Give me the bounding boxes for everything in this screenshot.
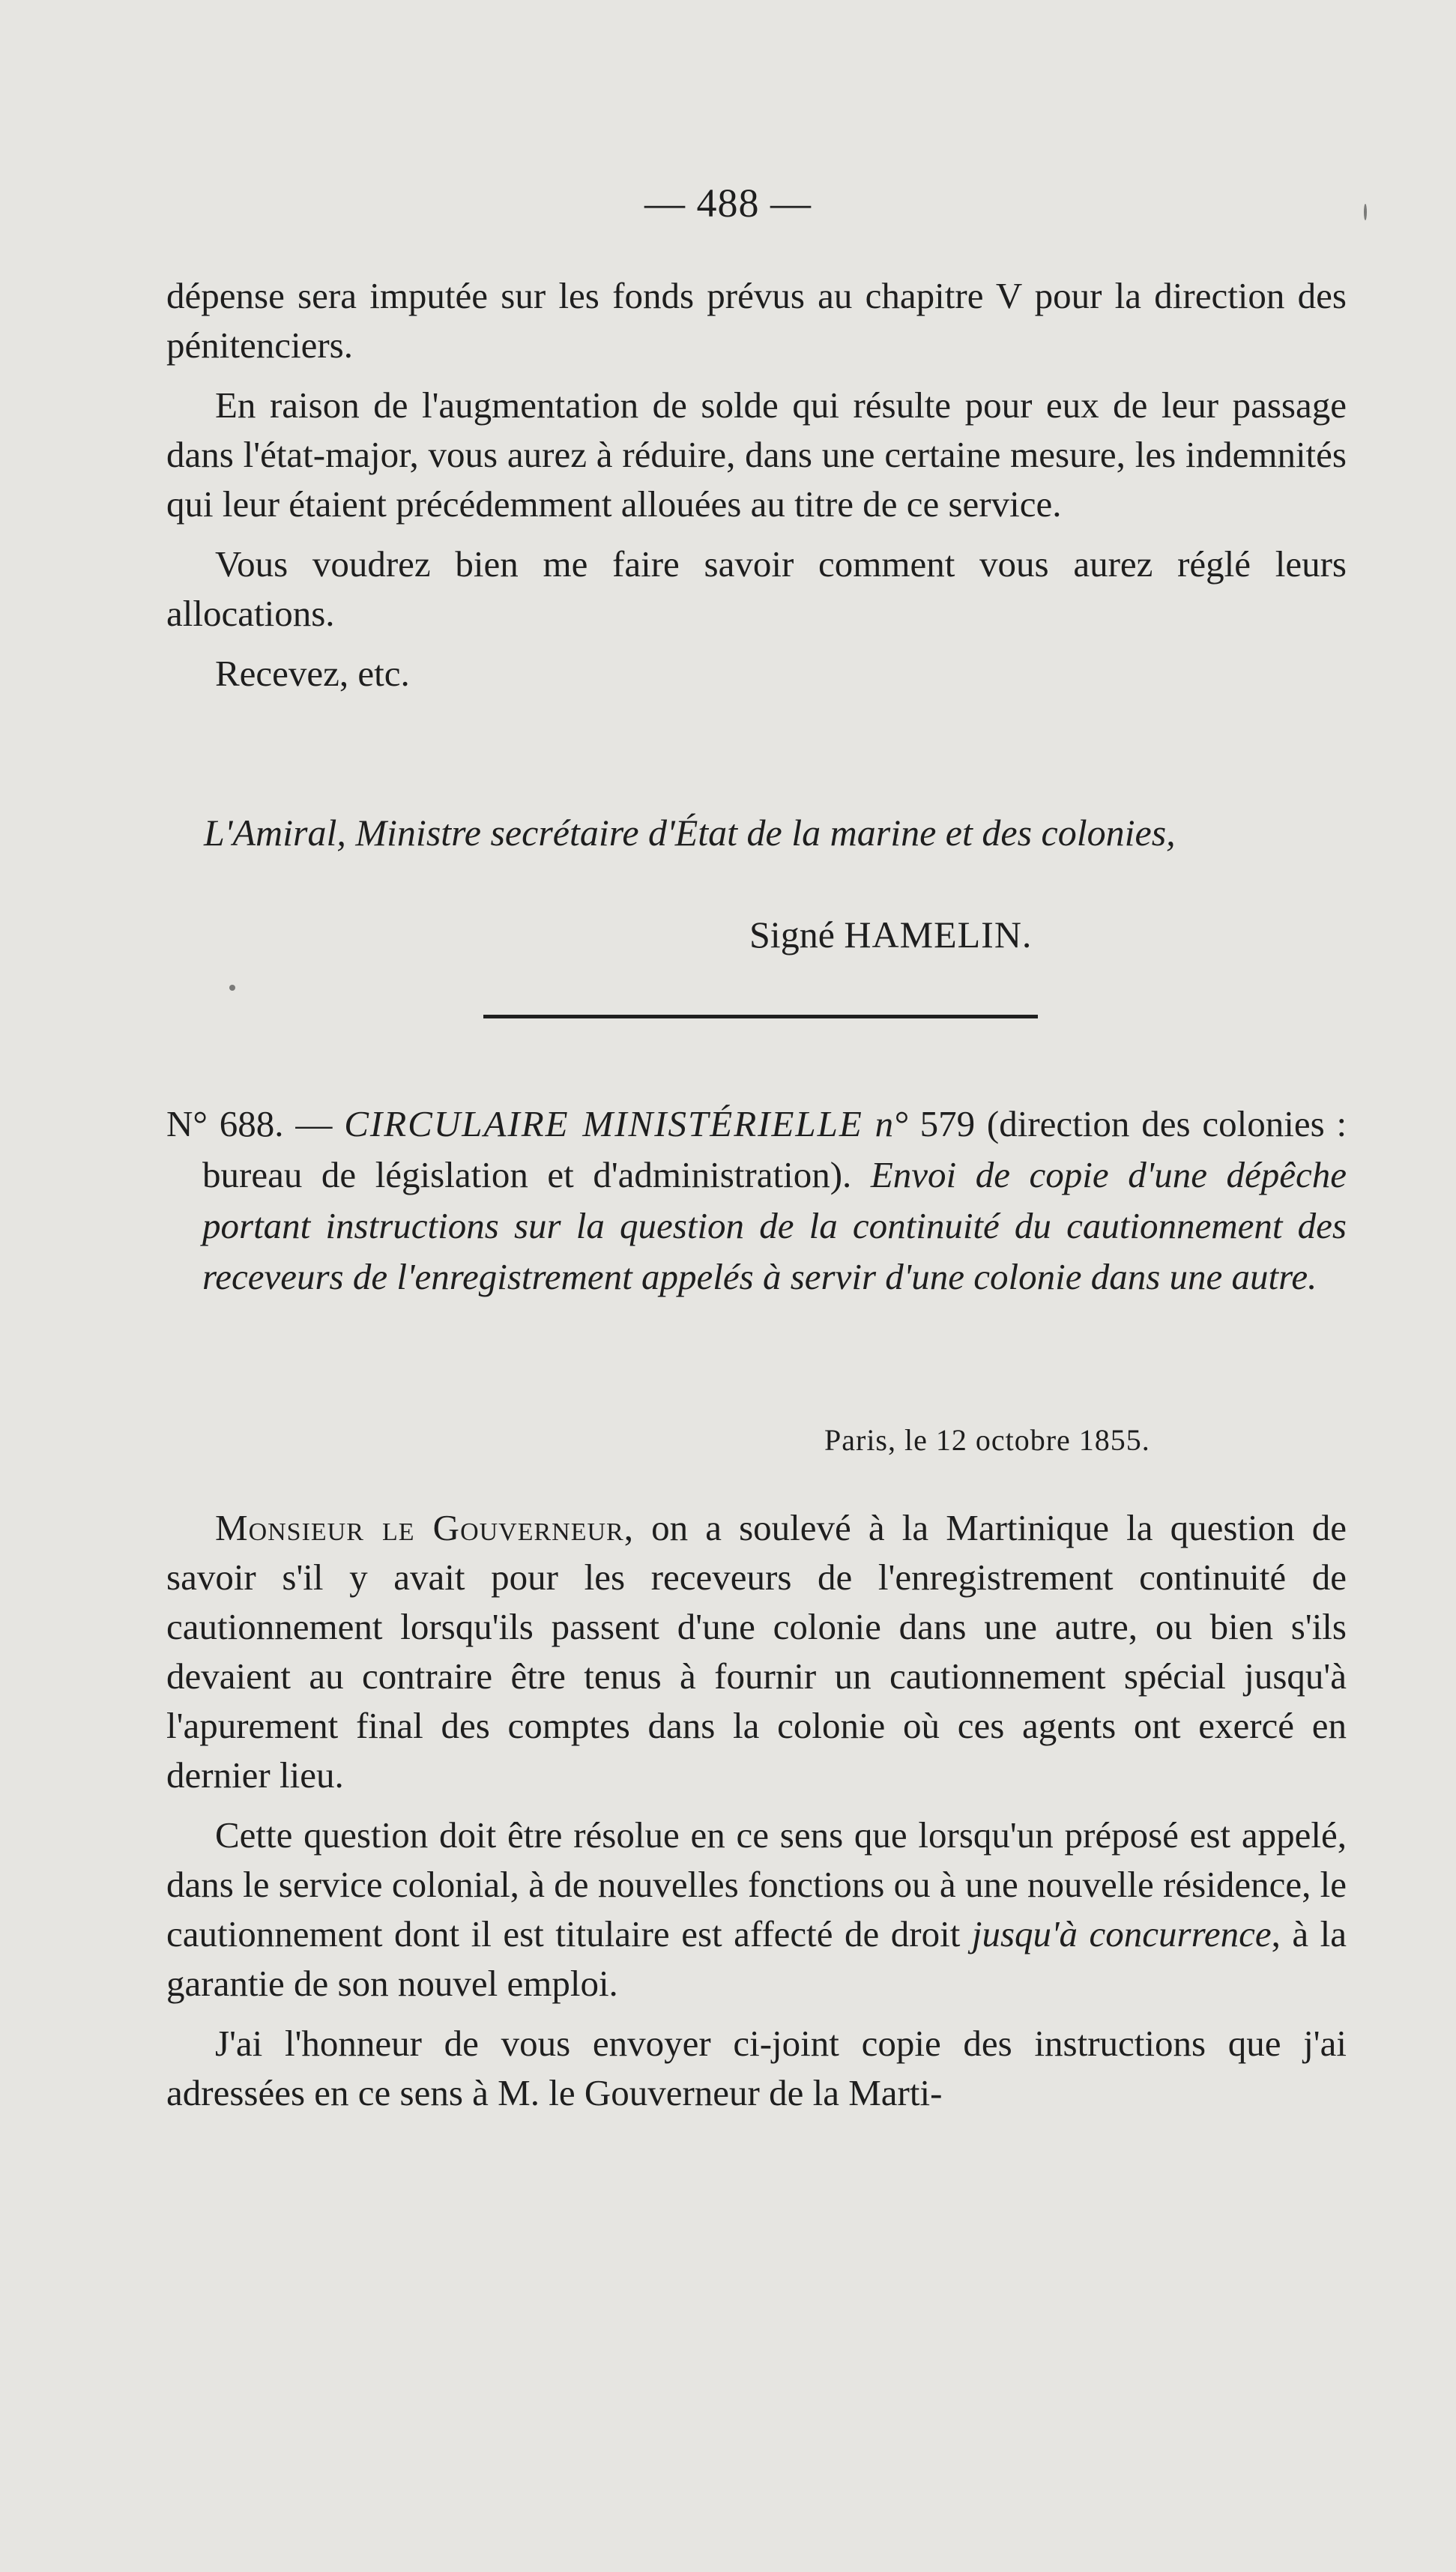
paragraph-closing: Recevez, etc. (215, 653, 410, 694)
circular-subject: Envoi de copie d'une dépêche portant instructions sur la question de la continuité du cautionnement des receveurs de l'enregistrement appelés à servir d'une colonie dans une autre. (202, 1154, 1347, 1297)
paper-speck (229, 985, 235, 991)
circular-dash: — (295, 1103, 333, 1144)
body-text-block (166, 1503, 1347, 2118)
paragraph-allocations: Vous voudrez bien me faire savoir comment vous aurez réglé leurs allocations. (166, 543, 1347, 634)
page-number: — 488 — (644, 181, 812, 226)
top-text-block (166, 271, 1347, 698)
section-divider (483, 1015, 1038, 1018)
circular-number: N° 688. (166, 1103, 284, 1144)
date-line: Paris, le 12 octobre 1855. (824, 1423, 1150, 1457)
paragraph-continuation: dépense sera imputée sur les fonds prévus au chapitre V pour la direction des pénitenciers. (166, 275, 1347, 366)
signature-title: L'Amiral, Ministre secrétaire d'État de la marine et des colonies, (204, 812, 1176, 854)
circular-n-label: n° (874, 1103, 908, 1144)
circular-title: CIRCULAIRE MINISTÉRIELLE (344, 1103, 863, 1144)
circular-direction: (direction des colonies : bureau de législation et d'administration). (202, 1103, 1347, 1195)
paragraph-question (166, 1503, 1347, 1800)
circular-heading (166, 1099, 1347, 1302)
circular-n-value: 579 (919, 1103, 976, 1144)
paragraph-augmentation: En raison de l'augmentation de solde qui résulte pour eux de leur passage dans l'état-major, vous aurez à réduire, dans une certaine mesure, les indemnités qui leur étaient précédemment allouées au titre de ce service. (166, 384, 1347, 525)
paragraph-question-text: on a soulevé à la Martinique la question de savoir s'il y avait pour les receveurs de l'enregistrement continuité de cautionnement lorsqu'ils passent d'une colonie dans une autre, ou bien s'ils devaient au contraire être tenus à fournir un cautionnement spécial jusqu'à l'apurement final des comptes dans la colonie où ces agents ont exercé en dernier lieu. (166, 1507, 1347, 1796)
paragraph-resolution-start: Cette question doit être résolue en ce sens que lorsqu'un préposé est appelé, dans le service colonial, à de nouvelles fonctions ou à une nouvelle résidence, le cautionnement dont il est titulaire est affecté de droit (166, 1814, 1347, 1954)
paragraph-resolution-end: , à la garantie de son nouvel emploi. (166, 1913, 1347, 2004)
paragraph-instructions: J'ai l'honneur de vous envoyer ci-joint copie des instructions que j'ai adressées en ce sens à M. le Gouverneur de la Marti- (166, 2023, 1347, 2113)
paragraph-resolution-italic: jusqu'à concurrence (971, 1913, 1272, 1954)
paragraph-resolution (166, 1811, 1347, 2008)
paper-speck (1364, 204, 1367, 220)
signed-word: Signé (749, 914, 835, 956)
salutation: Monsieur le Gouverneur, (215, 1507, 634, 1548)
signed-line (749, 913, 1032, 956)
signatory-name: HAMELIN. (844, 914, 1033, 956)
